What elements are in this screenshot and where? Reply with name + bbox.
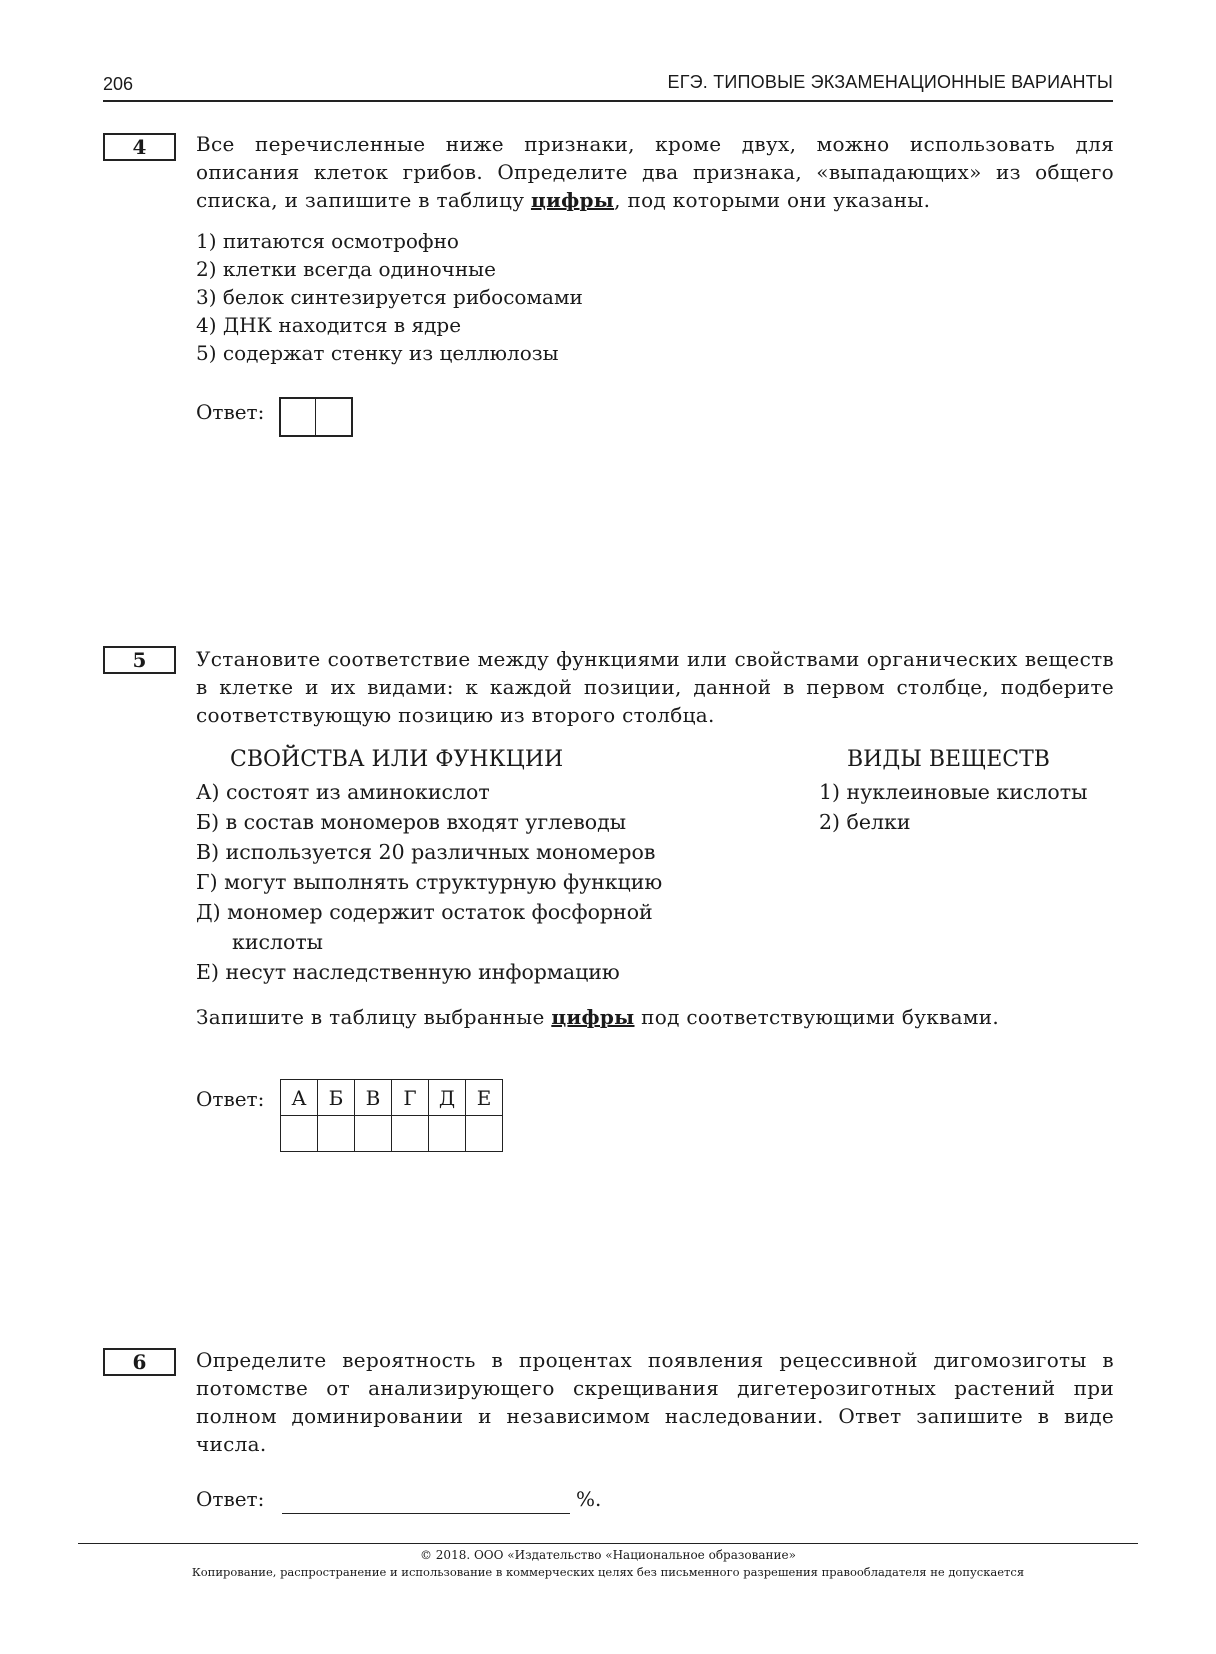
property-item-continuation: кислоты (232, 930, 323, 954)
answer-cell[interactable] (318, 1116, 355, 1152)
task-6-answer-line[interactable] (282, 1513, 570, 1514)
task-6-text: Определите вероятность в процентах появления рецессивной дигомозиготы в потомстве от анализирующего скрещивания дигетерозиготных растений при полном доминировании и независимом наследовании. Ответ запишите в виде числа. (196, 1348, 1114, 1456)
task-4-number: 4 (103, 133, 176, 161)
substance-item: 1) нуклеиновые кислоты (819, 780, 1088, 804)
task-4-option: 4) ДНК находится в ядре (196, 313, 462, 337)
task-6-answer-label: Ответ: (196, 1487, 265, 1511)
task-5-left-items (196, 777, 662, 987)
answer-cell[interactable] (281, 399, 316, 435)
footer-notice: Копирование, распространение и использование в коммерческих целях без письменного разрешения правообладателя не допускается (191, 1565, 1025, 1579)
task-4-text (196, 130, 1114, 214)
task-4-option: 1) питаются осмотрофно (196, 229, 459, 253)
task-5-instruction (196, 1003, 1114, 1031)
table-letter-cell: Б (318, 1080, 355, 1116)
table-answer-row (281, 1116, 503, 1152)
table-letter-cell: Е (466, 1080, 503, 1116)
property-item: В) используется 20 различных мономеров (196, 840, 656, 864)
task-4-answer-box[interactable] (279, 397, 353, 437)
task-4-text-bold: цифры (530, 188, 615, 212)
task-6-unit: %. (576, 1487, 602, 1511)
footer-copyright: © 2018. ООО «Издательство «Национальное образование» (419, 1548, 796, 1562)
task-5-text: Установите соответствие между функциями или свойствами органических веществ в клетке и их видами: к каждой позиции, данной в первом столбце, подберите соответствующую позицию из второго столбца. (196, 647, 1114, 727)
property-item: А) состоят из аминокислот (196, 780, 490, 804)
answer-cell[interactable] (281, 1116, 318, 1152)
table-header-row (281, 1080, 503, 1116)
answer-cell[interactable] (392, 1116, 429, 1152)
task-4-option: 5) содержат стенку из целлюлозы (196, 341, 559, 365)
answer-cell[interactable] (355, 1116, 392, 1152)
page-header (103, 70, 1113, 102)
task-6-number: 6 (103, 1348, 176, 1376)
property-item: Г) могут выполнять структурную функцию (196, 870, 663, 894)
task-5-answer-label: Ответ: (196, 1087, 265, 1111)
task-5-instruction-part: Запишите в таблицу выбранные (196, 1005, 552, 1029)
task-5-right-items (819, 777, 1087, 837)
table-letter-cell: Д (429, 1080, 466, 1116)
task-4-option: 2) клетки всегда одиночные (196, 257, 496, 281)
footer-rule (78, 1543, 1138, 1544)
running-title: ЕГЭ. ТИПОВЫЕ ЭКЗАМЕНАЦИОННЫЕ ВАРИАНТЫ (667, 72, 1113, 92)
answer-cell[interactable] (316, 399, 351, 435)
task-5-answer-table (280, 1079, 503, 1152)
column-heading-substances: ВИДЫ ВЕЩЕСТВ (847, 747, 1050, 772)
task-5-instruction-bold: цифры (551, 1005, 635, 1029)
column-heading-properties: СВОЙСТВА ИЛИ ФУНКЦИИ (230, 747, 564, 772)
task-5-instruction-part-end: под соответствующими буквами. (634, 1005, 1000, 1029)
answer-cell[interactable] (429, 1116, 466, 1152)
task-4-text-part: Все перечисленные ниже признаки, кроме двух, можно использовать для описания клеток грибов. Определите два признака, «выпадающих» из общего списка, и запишите в таблицу (196, 132, 1114, 212)
table-letter-cell: В (355, 1080, 392, 1116)
task-4-options (196, 227, 583, 367)
substance-item: 2) белки (819, 810, 911, 834)
property-item: Е) несут наследственную информацию (196, 960, 620, 984)
answer-cell[interactable] (466, 1116, 503, 1152)
task-5-number: 5 (103, 646, 176, 674)
table-letter-cell: А (281, 1080, 318, 1116)
table-letter-cell: Г (392, 1080, 429, 1116)
property-item: Д) мономер содержит остаток фосфорной (196, 900, 653, 924)
page-number: 206 (103, 74, 134, 94)
task-4-option: 3) белок синтезируется рибосомами (196, 285, 583, 309)
task-4-text-part-end: , под которыми они указаны. (614, 188, 931, 212)
property-item: Б) в состав мономеров входят углеводы (196, 810, 627, 834)
task-4-answer-label: Ответ: (196, 400, 265, 424)
